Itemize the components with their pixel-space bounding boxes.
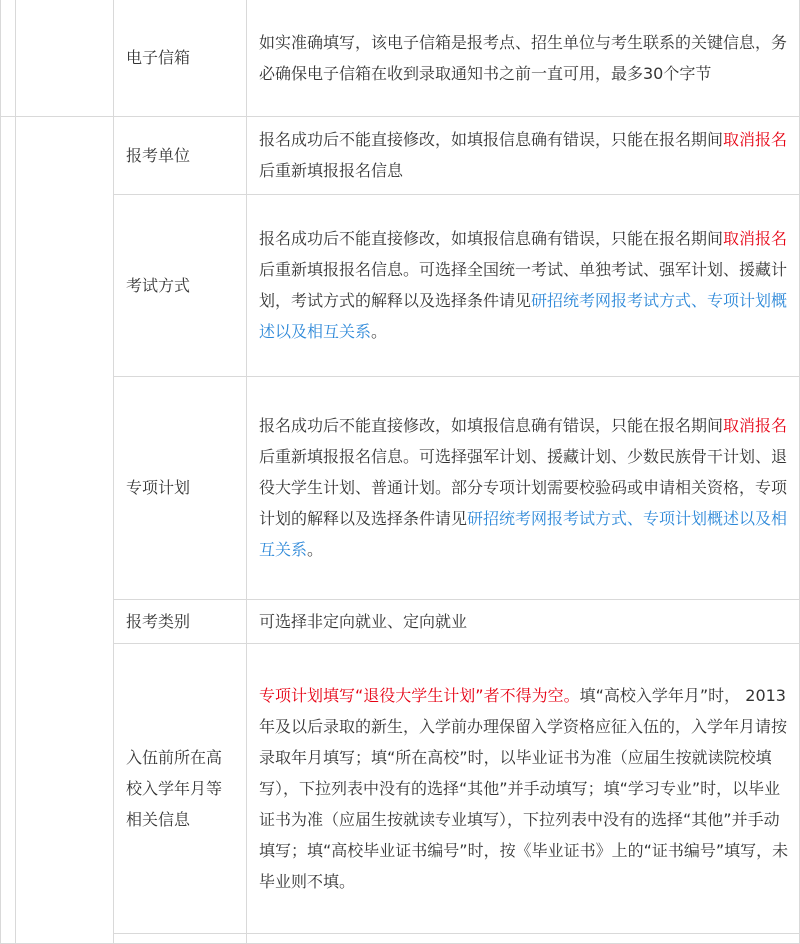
field-description: 可选择非定向就业、定向就业	[247, 599, 800, 643]
description-text: 后重新填报报名信息。可选择全国统一考试、单独考试、强军计划、援藏计划，考试方式的解释以及选择条件请见	[259, 260, 788, 310]
field-label: 考试方式	[114, 194, 247, 376]
exam-method-link[interactable]: 研招统考网报考试方式、专项计划概述以及相互关系	[259, 291, 788, 341]
field-label: 专项计划	[114, 376, 247, 599]
field-label: 报考单位	[114, 116, 247, 194]
description-text: 。	[371, 322, 388, 341]
cancel-registration-highlight: 取消报名	[723, 416, 788, 435]
table-row	[1, 933, 800, 943]
table-row	[1, 116, 800, 194]
blank-cell	[16, 0, 114, 116]
description-text: 后重新填报报名信息	[259, 161, 404, 180]
blank-cell	[16, 116, 114, 943]
description-text: 。	[307, 540, 324, 559]
field-description	[247, 643, 800, 933]
exam-method-link[interactable]: 研招统考网报考试方式、专项计划概述以及相互关系	[259, 509, 788, 559]
blank-cell	[247, 933, 800, 943]
field-description	[247, 116, 800, 194]
blank-cell	[1, 0, 16, 116]
description-text: 报名成功后不能直接修改，如填报信息确有错误，只能在报名期间	[259, 130, 724, 149]
cancel-registration-highlight: 取消报名	[723, 130, 788, 149]
cancel-registration-highlight: 取消报名	[723, 229, 788, 248]
blank-cell	[114, 933, 247, 943]
table-row	[1, 194, 800, 376]
description-text: 填“高校入学年月”时， 2013年及以后录取的新生，入学前办理保留入学资格应征入伍的，入学年月请按录取年月填写；填“所在高校”时，以毕业证书为准（应届生按就读院校填写），下拉列表中没有的选择“其他”并手动填写；填“学习专业”时，以毕业证书为准（应届生按就读专业填写），下拉列表中没有的选择“其他”并手动填写；填“高校毕业证书编号”时，按《毕业证书》上的“证书编号”填写，未毕业则不填。	[259, 685, 789, 891]
field-description: 如实准确填写，该电子信箱是报考点、招生单位与考生联系的关键信息，务必确保电子信箱在收到录取通知书之前一直可用，最多30个字节	[247, 0, 800, 116]
table-row	[1, 599, 800, 643]
field-label: 报考类别	[114, 599, 247, 643]
field-description	[247, 194, 800, 376]
blank-cell	[1, 116, 16, 943]
description-text: 报名成功后不能直接修改，如填报信息确有错误，只能在报名期间	[259, 229, 724, 248]
description-text: 报名成功后不能直接修改，如填报信息确有错误，只能在报名期间	[259, 416, 724, 435]
table-row	[1, 0, 800, 116]
field-label: 入伍前所在高校入学年月等相关信息	[114, 643, 247, 933]
table-row	[1, 376, 800, 599]
field-description	[247, 376, 800, 599]
table-row	[1, 643, 800, 933]
required-note-highlight: 专项计划填写“退役大学生计划”者不得为空。	[259, 685, 580, 705]
description-text: 后重新填报报名信息。可选择强军计划、援藏计划、少数民族骨干计划、退役大学生计划、普通计划。部分专项计划需要校验码或申请相关资格，专项计划的解释以及选择条件请见	[259, 447, 788, 528]
field-label: 电子信箱	[114, 0, 247, 116]
